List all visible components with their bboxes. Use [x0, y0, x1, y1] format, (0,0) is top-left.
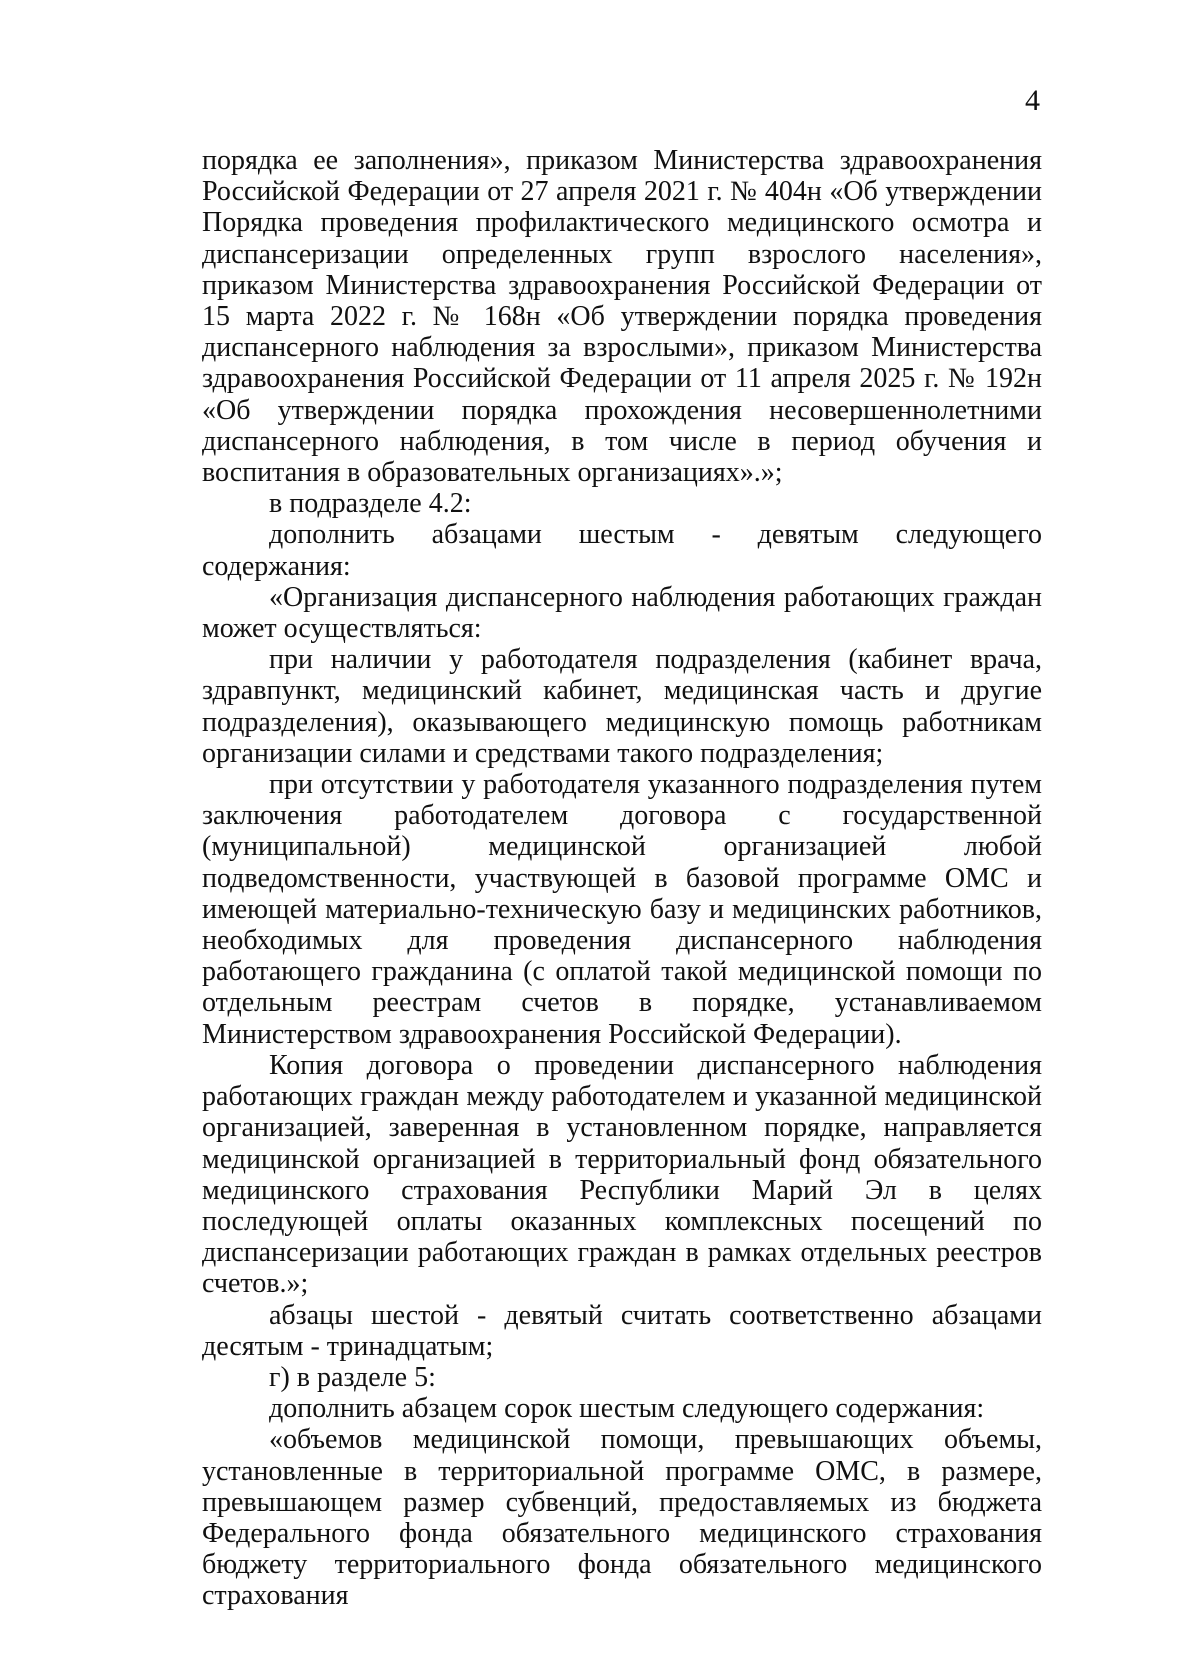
paragraph-employer-contract: при отсутствии у работодателя указанного подразделения путем заключения работодателем договора с государственной (муниципальной) медицинской организацией любой подведомственности, участвующей в базовой программе ОМС и имеющей материально-техническую базу и медицинских работников, необходимых для проведения диспансерного наблюдения работающего гражданина (с оплатой такой медицинской помощи по отдельным реестрам счетов в порядке, устанавливаемом Министерством здравоохранения Российской Федерации).: [202, 769, 1042, 1050]
page-number: 4: [1025, 84, 1040, 117]
paragraph-excess-volumes: «объемов медицинской помощи, превышающих объемы, установленные в территориальной программе ОМС, в размере, превышающем размер субвенций, предоставляемых из бюджета Федерального фонда обязательного медицинского страхования бюджету территориального фонда обязательного медицинского страхования: [202, 1424, 1042, 1612]
paragraph-add-clauses-6-9: дополнить абзацами шестым - девятым следующего содержания:: [202, 519, 1042, 582]
paragraph-orders-list: порядка ее заполнения», приказом Министерства здравоохранения Российской Федерации от 27 апреля 2021 г. № 404н «Об утверждении Порядка проведения профилактического медицинского осмотра и диспансеризации определенных групп взрослого населения», приказом Министерства здравоохранения Российской Федерации от 15 марта 2022 г. № 168н «Об утверждении порядка проведения диспансерного наблюдения за взрослыми», приказом Министерства здравоохранения Российской Федерации от 11 апреля 2025 г. № 192н «Об утверждении порядка прохождения несовершеннолетними диспансерного наблюдения, в том числе в период обучения и воспитания в образовательных организациях».»;: [202, 145, 1042, 489]
paragraph-employer-subdivision: при наличии у работодателя подразделения (кабинет врача, здравпункт, медицинский кабинет, медицинская часть и другие подразделения), оказывающего медицинскую помощь работникам организации силами и средствами такого подразделения;: [202, 644, 1042, 769]
paragraph-section-5: г) в разделе 5:: [269, 1361, 436, 1393]
paragraph-organization-intro: «Организация диспансерного наблюдения работающих граждан может осуществляться:: [202, 581, 1042, 645]
paragraph-contract-copy: Копия договора о проведении диспансерного наблюдения работающих граждан между работодателем и указанной медицинской организацией, заверенная в установленном порядке, направляется медицинской организацией в территориальный фонд обязательного медицинского страхования Республики Марий Эл в целях последующей оплаты оказанных комплексных посещений по диспансеризации работающих граждан в рамках отдельных реестров счетов.»;: [202, 1049, 1042, 1300]
paragraph-subsection-4-2: в подразделе 4.2:: [269, 488, 472, 520]
paragraph-add-clause-46: дополнить абзацем сорок шестым следующего содержания:: [269, 1393, 985, 1425]
document-body: [202, 145, 1042, 1612]
paragraph-renumber-clauses: абзацы шестой - девятый считать соответственно абзацами десятым - тринадцатым;: [202, 1299, 1042, 1362]
